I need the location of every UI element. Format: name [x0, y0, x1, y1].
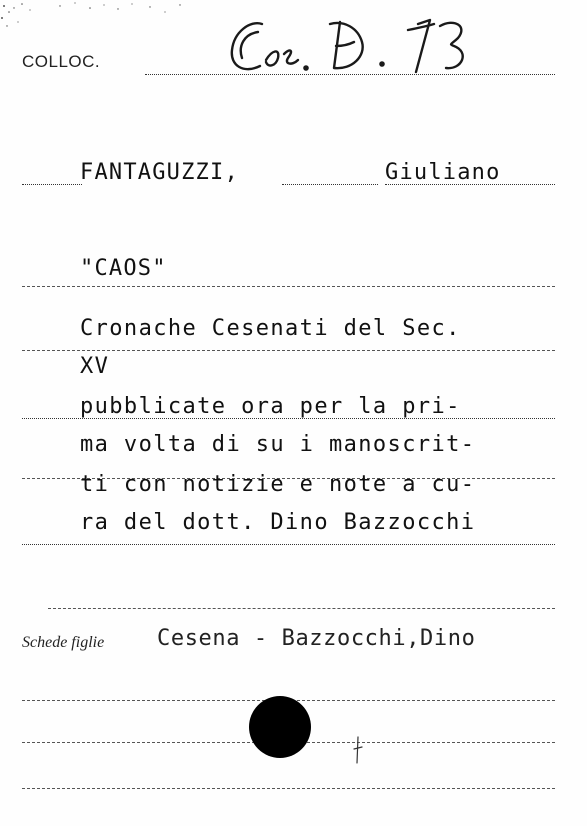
description-line-3: pubblicate ora per la pri- [80, 394, 461, 419]
author-given-name: Giuliano [385, 160, 501, 185]
description-line-5: ti con notizie e note a cu- [80, 472, 476, 497]
handwritten-shelfmark [222, 2, 522, 88]
author-surname: FANTAGUZZI, [80, 160, 239, 185]
title-rule [22, 286, 555, 287]
schede-figlie-value: Cesena - Bazzocchi,Dino [157, 626, 476, 651]
author-rule-right [385, 184, 555, 185]
blank-rule-4 [22, 788, 555, 789]
description-line-6: ra del dott. Dino Bazzocchi [80, 510, 476, 535]
description-rule-1 [22, 350, 555, 351]
pencil-tick-mark [352, 735, 364, 765]
schede-figlie-label: Schede figlie [22, 634, 105, 651]
description-rule-6 [22, 544, 555, 545]
description-rule-3 [22, 418, 555, 419]
description-line-2: XV [80, 354, 110, 379]
author-rule-middle [282, 184, 378, 185]
description-line-4: ma volta di su i manoscrit- [80, 432, 476, 457]
punch-hole [249, 696, 311, 758]
blank-rule-1 [48, 608, 555, 609]
colloc-label: COLLOC. [22, 52, 101, 71]
title-text: "CAOS" [80, 256, 167, 281]
author-rule-left [22, 184, 82, 185]
paper-speckle [0, 0, 200, 40]
description-line-1: Cronache Cesenati del Sec. [80, 316, 461, 341]
